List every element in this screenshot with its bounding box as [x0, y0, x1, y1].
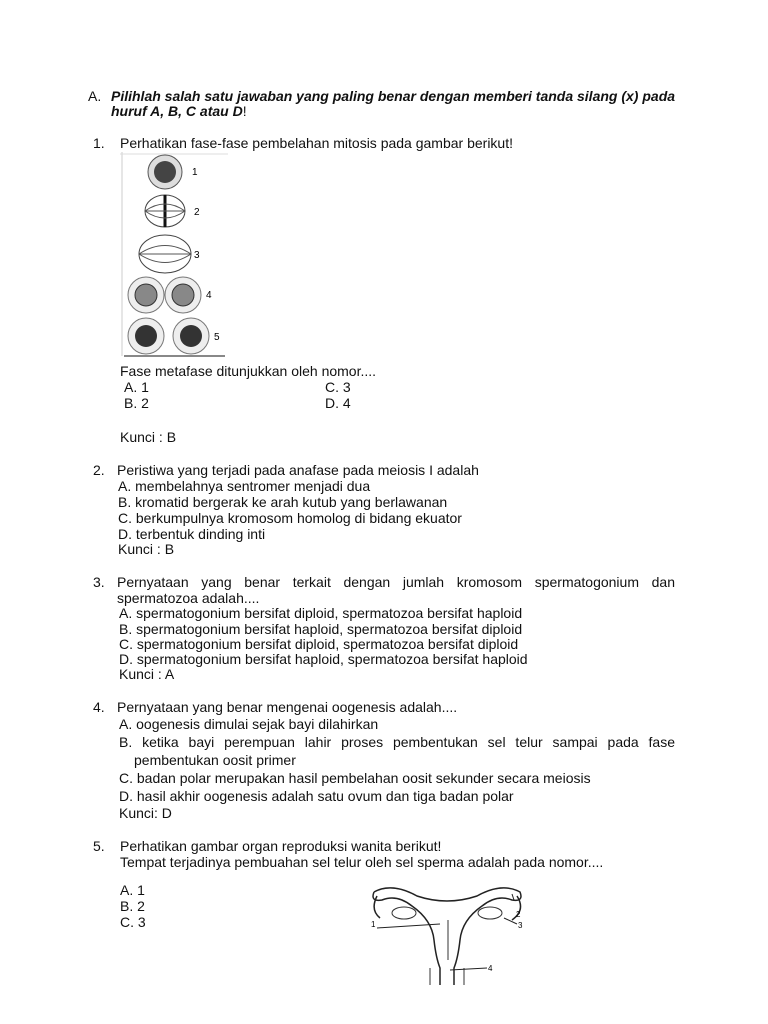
figure-label-2: 2	[194, 207, 200, 218]
q4-key: Kunci: D	[119, 805, 172, 821]
q4-text: Pernyataan yang benar mengenai oogenesis adalah....	[117, 699, 458, 715]
organ-label-3: 3	[518, 921, 523, 930]
q1-option-c: C. 3	[325, 379, 351, 395]
q2-key: Kunci : B	[118, 541, 175, 557]
q1-key: Kunci : B	[120, 429, 177, 445]
q4-option-b-line-2: pembentukan oosit primer	[134, 752, 296, 768]
q5-number: 5.	[93, 838, 105, 854]
female-reproductive-organ-figure	[362, 880, 532, 990]
instruction-line-1: Pilihlah salah satu jawaban yang paling benar dengan memberi tanda silang (x) pada	[111, 88, 676, 104]
q1-text: Perhatikan fase-fase pembelahan mitosis pada gambar berikut!	[120, 135, 513, 151]
q5-text-line-2: Tempat terjadinya pembuahan sel telur oleh sel sperma adalah pada nomor....	[120, 854, 604, 870]
q5-option-c: C. 3	[120, 914, 146, 930]
instruction-line-2	[111, 103, 247, 119]
q2-text: Peristiwa yang terjadi pada anafase pada meiosis I adalah	[117, 462, 479, 478]
figure-label-5: 5	[214, 332, 220, 343]
organ-label-4: 4	[488, 964, 493, 973]
q2-option-d: D. terbentuk dinding inti	[118, 526, 266, 542]
q4-option-b-line-1: B. ketika bayi perempuan lahir proses pembentukan sel telur sampai pada fase	[119, 734, 675, 750]
q3-text-line-2: spermatozoa adalah....	[117, 590, 260, 606]
q3-option-b: B. spermatogonium bersifat haploid, spermatozoa bersifat diploid	[119, 621, 523, 637]
q1-option-d: D. 4	[325, 395, 351, 411]
q4-number: 4.	[93, 699, 105, 715]
section-label: A.	[88, 88, 102, 104]
q2-option-c: C. berkumpulnya kromosom homolog di bidang ekuator	[118, 510, 462, 526]
figure-label-4: 4	[206, 290, 212, 301]
q2-option-b: B. kromatid bergerak ke arah kutub yang berlawanan	[118, 494, 448, 510]
q3-option-d: D. spermatogonium bersifat haploid, spermatozoa bersifat haploid	[119, 651, 528, 667]
instruction-text: huruf A, B, C atau D	[111, 103, 243, 119]
q3-key: Kunci : A	[119, 666, 175, 682]
figure-label-3: 3	[194, 250, 200, 261]
q5-option-b: B. 2	[120, 898, 145, 914]
q3-text-line-1: Pernyataan yang benar terkait dengan jumlah kromosom spermatogonium dan	[117, 574, 675, 590]
q3-number: 3.	[93, 574, 105, 590]
q3-option-c: C. spermatogonium bersifat diploid, spermatozoa bersifat diploid	[119, 636, 519, 652]
q2-option-a: A. membelahnya sentromer menjadi dua	[118, 478, 371, 494]
q1-option-b: B. 2	[124, 395, 149, 411]
q5-text-line-1: Perhatikan gambar organ reproduksi wanita berikut!	[120, 838, 442, 854]
organ-label-1: 1	[371, 920, 376, 929]
q5-option-a: A. 1	[120, 882, 145, 898]
q2-number: 2.	[93, 462, 105, 478]
q1-number: 1.	[93, 135, 105, 151]
q1-prompt: Fase metafase ditunjukkan oleh nomor....	[120, 363, 377, 379]
q3-option-a: A. spermatogonium bersifat diploid, spermatozoa bersifat haploid	[119, 605, 523, 621]
organ-label-2: 2	[516, 910, 521, 919]
mitosis-figure	[120, 152, 230, 360]
q4-option-a: A. oogenesis dimulai sejak bayi dilahirkan	[119, 716, 379, 732]
q1-option-a: A. 1	[124, 379, 149, 395]
q4-option-d: D. hasil akhir oogenesis adalah satu ovum dan tiga badan polar	[119, 788, 514, 804]
figure-label-1: 1	[192, 167, 198, 178]
instruction-end: !	[242, 103, 247, 119]
q4-option-c: C. badan polar merupakan hasil pembelahan oosit sekunder secara meiosis	[119, 770, 591, 786]
